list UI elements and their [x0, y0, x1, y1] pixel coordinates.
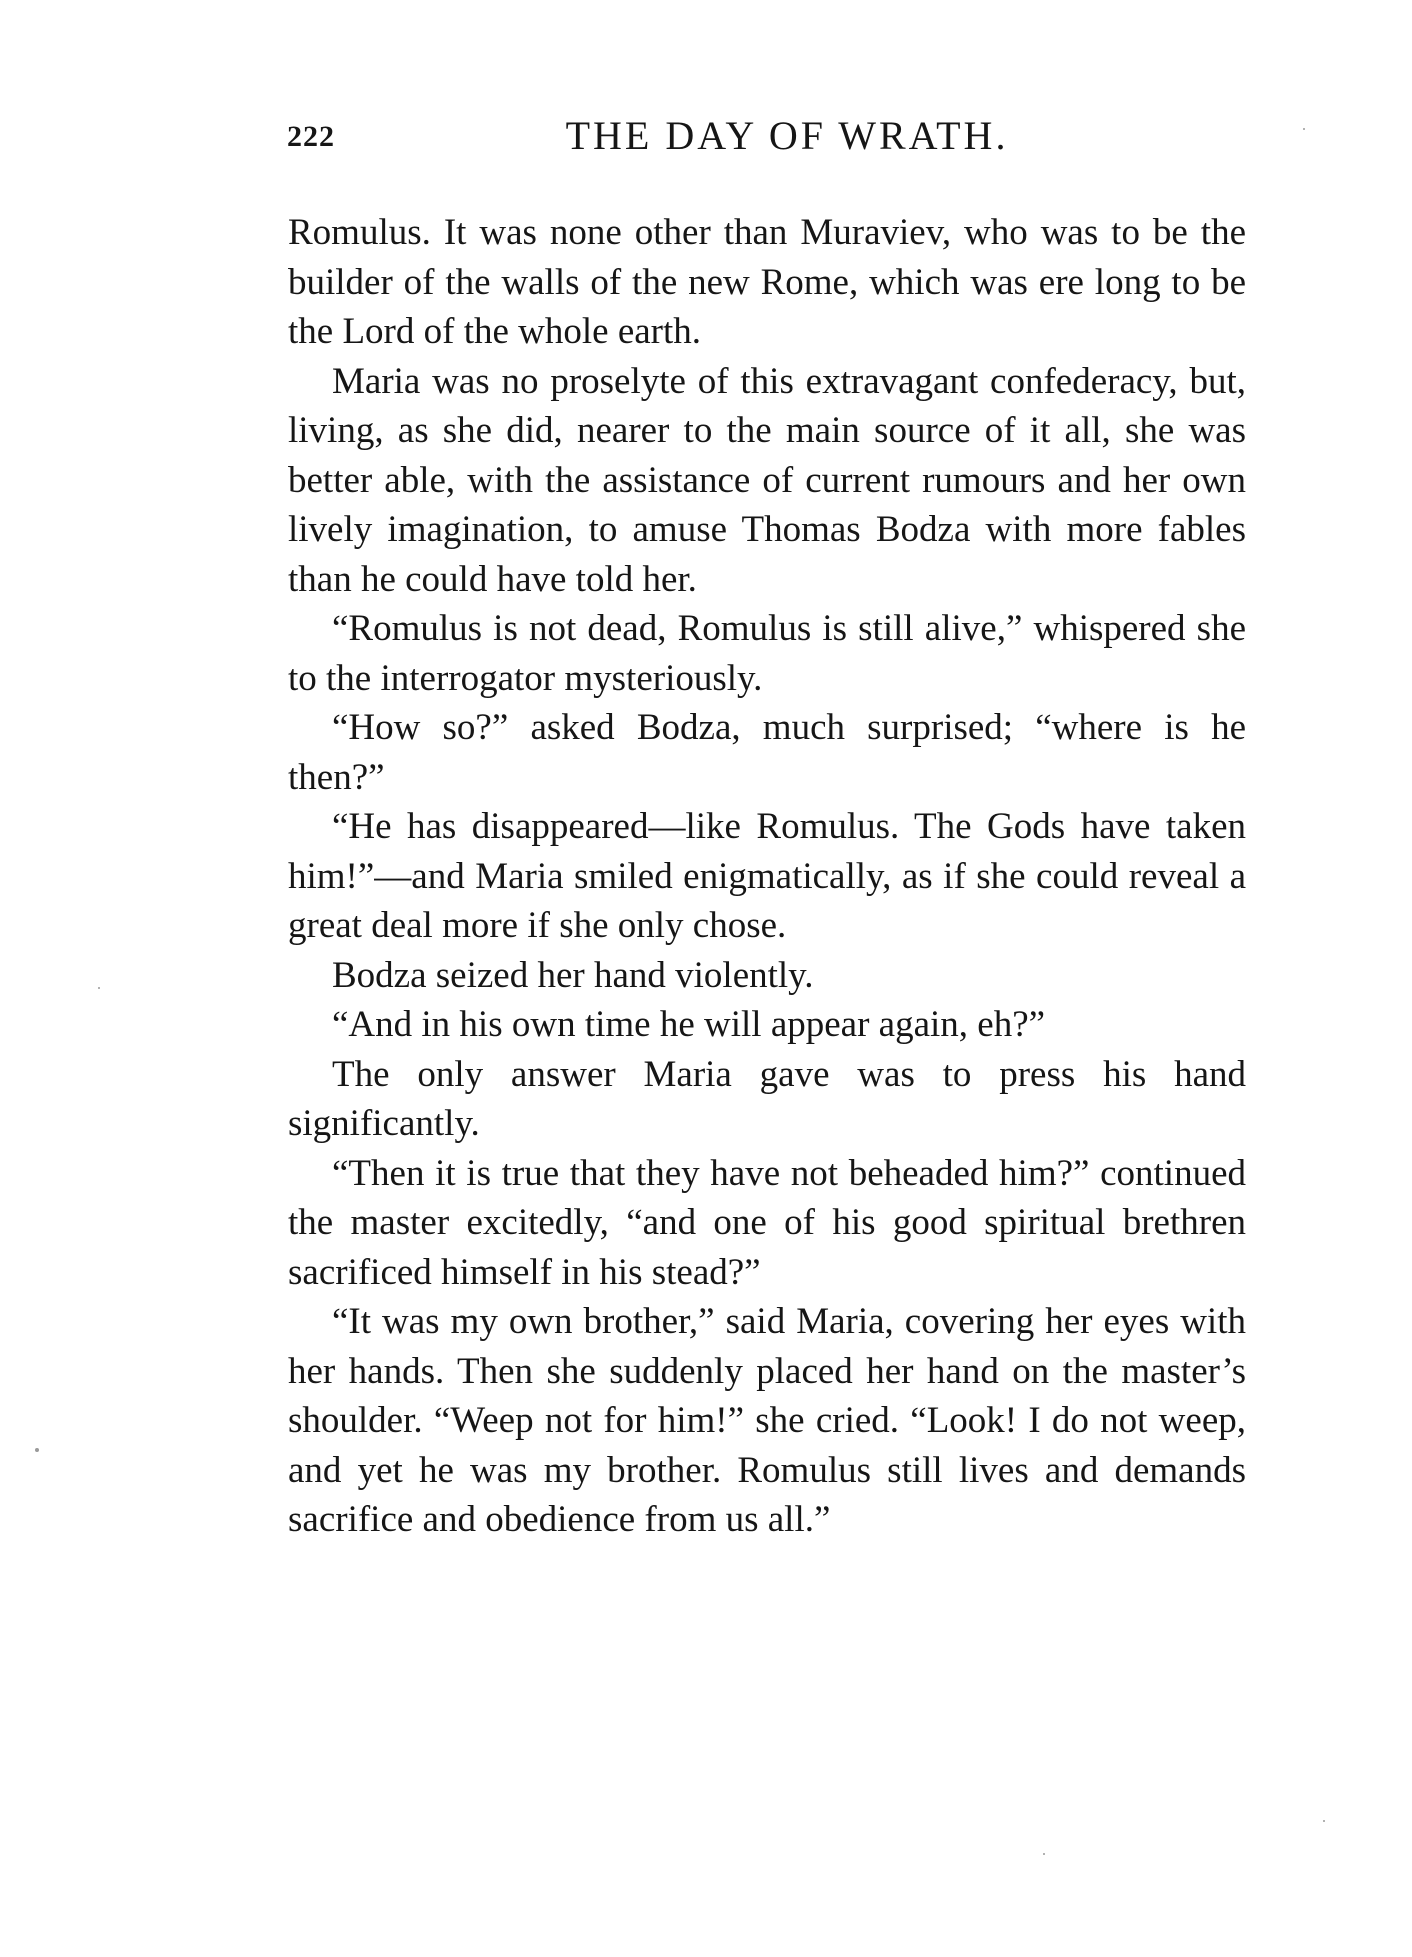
paragraph-2: Maria was no proselyte of this extravagant confederacy, but, living, as she did, nearer to the main source of it all, she was better able, with the assistance of current rumours and her own lively imagination, to amuse Thomas Bodza with more fables than he could have told her.	[288, 360, 1246, 600]
page-number: 222	[287, 120, 335, 153]
paragraph-9: “Then it is true that they have not beheaded him?” continued the master excitedly, “and one of his good spiritual brethren sacrificed himself in his stead?”	[288, 1152, 1246, 1293]
paragraph-7: “And in his own time he will appear again, eh?”	[332, 1004, 1046, 1045]
paragraph-6: Bodza seized her hand violently.	[332, 954, 814, 996]
paragraph-5: “He has disappeared—like Romulus. The Gods have taken him!”—and Maria smiled enigmatically, as if she could reveal a great deal more if she only chose.	[288, 806, 1246, 946]
scan-speck	[1323, 1820, 1325, 1822]
scan-speck	[1303, 128, 1305, 130]
body-text	[288, 208, 1246, 1545]
paragraph-8: The only answer Maria gave was to press his hand significantly.	[288, 1053, 1246, 1144]
paragraph-1: Romulus. It was none other than Muraviev, who was to be the builder of the walls of the new Rome, which was ere long to be the Lord of the whole earth.	[288, 212, 1246, 352]
scan-speck	[98, 987, 100, 989]
scan-speck	[35, 1448, 39, 1452]
paragraph-3: “Romulus is not dead, Romulus is still alive,” whispered she to the interrogator mysteriously.	[288, 608, 1246, 699]
paragraph-4: “How so?” asked Bodza, much surprised; “where is he then?”	[288, 707, 1246, 798]
page-header	[287, 112, 1247, 162]
paragraph-10: “It was my own brother,” said Maria, covering her eyes with her hands. Then she suddenly placed her hand on the master’s shoulder. “Weep not for him!” she cried. “Look! I do not weep, and yet he was my brother. Romulus still lives and demands sacrifice and obedience from us all.”	[288, 1301, 1246, 1540]
running-title: THE DAY OF WRATH.	[565, 113, 1009, 158]
scan-speck	[1043, 1853, 1045, 1855]
